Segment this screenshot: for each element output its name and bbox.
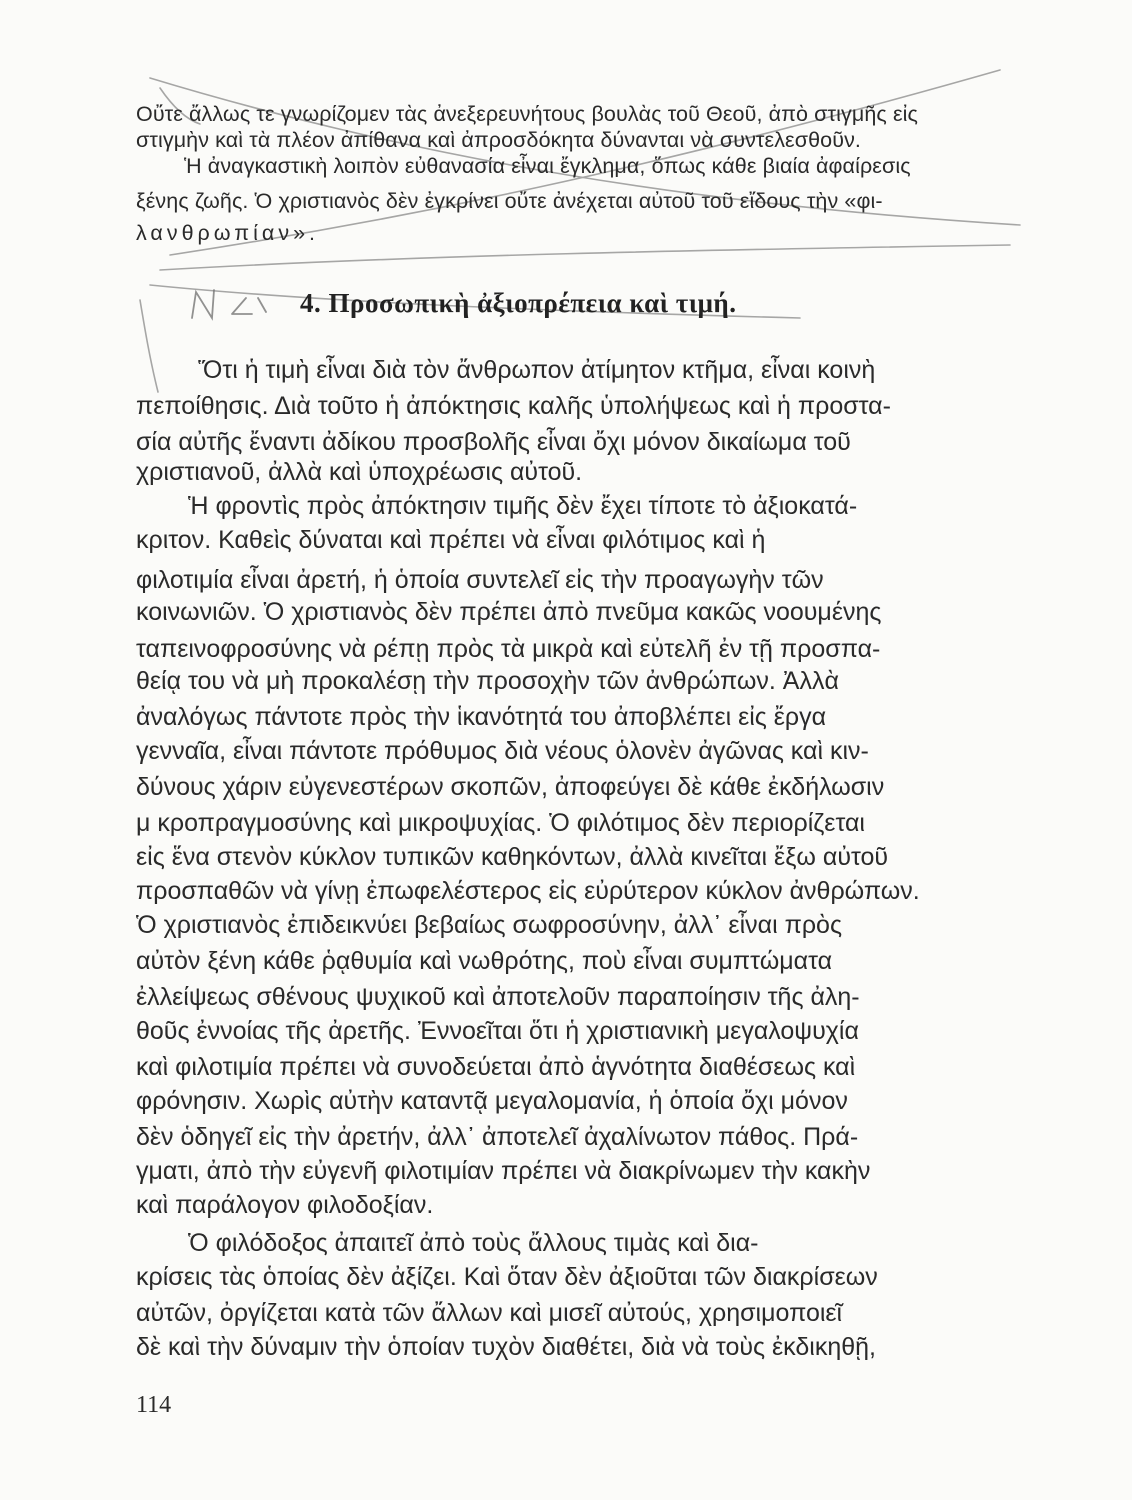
text-line: ξένης ζωῆς. Ὁ χριστιανὸς δὲν ἐγκρίνει οὔτε ἀνέχεται αὐτοῦ τοῦ εἴδους τὴν «φι- bbox=[136, 189, 883, 213]
text-line: ἀναλόγως πάντοτε πρὸς τὴν ἱκανότητά του ἀποβλέπει εἰς ἔργα bbox=[136, 703, 827, 731]
text-line: φρόνησιν. Χωρὶς αὐτὴν καταντᾷ μεγαλομανία, ἡ ὁποία ὄχι μόνον bbox=[136, 1087, 848, 1115]
text-line: πεποίθησις. Διὰ τοῦτο ἡ ἀπόκτησις καλῆς ὑπολήψεως καὶ ἡ προστα- bbox=[136, 392, 891, 420]
text-line: αὐτὸν ξένη κάθε ῥᾳθυμία καὶ νωθρότης, ποὺ εἶναι συμπτώματα bbox=[136, 947, 833, 975]
text-line: κρίσεις τὰς ὁποίας δὲν ἀξίζει. Καὶ ὅταν δὲν ἀξιοῦται τῶν διακρίσεων bbox=[136, 1263, 878, 1291]
section-heading: 4. Προσωπικὴ ἀξιοπρέπεια καὶ τιμή. bbox=[300, 288, 737, 318]
text-line: μ κροπραγμοσύνης καὶ μικροψυχίας. Ὁ φιλότιμος δὲν περιορίζεται bbox=[136, 809, 865, 837]
text-line: σία αὐτῆς ἔναντι ἀδίκου προσβολῆς εἶναι ὄχι μόνον δικαίωμα τοῦ bbox=[136, 428, 851, 456]
text-line: δύνους χάριν εὐγενεστέρων σκοπῶν, ἀποφεύγει δὲ κάθε ἐκδήλωσιν bbox=[136, 773, 885, 801]
text-line: προσπαθῶν νὰ γίνῃ ἐπωφελέστερος εἰς εὐρύτερον κύκλον ἀνθρώπων. bbox=[136, 877, 920, 905]
text-line: κριτον. Καθεὶς δύναται καὶ πρέπει νὰ εἶναι φιλότιμος καὶ ἡ bbox=[136, 526, 766, 554]
text-line: γενναῖα, εἶναι πάντοτε πρόθυμος διὰ νέους ὁλονὲν ἀγῶνας καὶ κιν- bbox=[136, 737, 869, 765]
text-line: ταπεινοφροσύνης νὰ ρέπῃ πρὸς τὰ μικρὰ καὶ εὐτελῆ ἐν τῇ προσπα- bbox=[136, 635, 881, 663]
text-line: χριστιανοῦ, ἀλλὰ καὶ ὑποχρέωσις αὐτοῦ. bbox=[136, 458, 583, 486]
text-line: Ὁ φιλόδοξος ἀπαιτεῖ ἀπὸ τοὺς ἄλλους τιμὰς καὶ δια- bbox=[188, 1229, 759, 1257]
text-line: λανθρωπίαν». bbox=[136, 221, 319, 245]
text-line: κοινωνιῶν. Ὁ χριστιανὸς δὲν πρέπει ἀπὸ πνεῦμα κακῶς νοουμένης bbox=[136, 598, 882, 626]
text-line: δὲ καὶ τὴν δύναμιν τὴν ὁποίαν τυχὸν διαθέτει, διὰ νὰ τοὺς ἐκδικηθῇ, bbox=[136, 1333, 876, 1361]
text-line: δὲν ὁδηγεῖ εἰς τὴν ἀρετήν, ἀλλ᾽ ἀποτελεῖ ἀχαλίνωτον πάθος. Πρά- bbox=[136, 1123, 859, 1151]
text-line: φιλοτιμία εἶναι ἀρετή, ἡ ὁποία συντελεῖ εἰς τὴν προαγωγὴν τῶν bbox=[136, 566, 824, 594]
text-line: Ὁ χριστιανὸς ἐπιδεικνύει βεβαίως σωφροσύνην, ἀλλ᾽ εἶναι πρὸς bbox=[136, 911, 843, 939]
pencil-stroke-5 bbox=[140, 300, 158, 392]
text-line: θοῦς ἐννοίας τῆς ἀρετῆς. Ἐννοεῖται ὅτι ἡ χριστιανικὴ μεγαλοψυχία bbox=[136, 1017, 859, 1045]
handwritten-note bbox=[192, 290, 266, 318]
text-line: αὐτῶν, ὀργίζεται κατὰ τῶν ἄλλων καὶ μισεῖ αὐτούς, χρησιμοποιεῖ bbox=[136, 1299, 843, 1327]
text-line: εἰς ἕνα στενὸν κύκλον τυπικῶν καθηκόντων, ἀλλὰ κινεῖται ἔξω αὐτοῦ bbox=[136, 843, 889, 871]
text-line: στιγμὴν καὶ τὰ πλέον ἀπίθανα καὶ ἀπροσδόκητα δύνανται νὰ συντελεσθοῦν. bbox=[136, 128, 861, 152]
text-line: ἐλλείψεως σθένους ψυχικοῦ καὶ ἀποτελοῦν παραποίησιν τῆς ἀλη- bbox=[136, 983, 860, 1011]
text-line: καὶ φιλοτιμία πρέπει νὰ συνοδεύεται ἀπὸ ἁγνότητα διαθέσεως καὶ bbox=[136, 1053, 856, 1081]
text-line: Οὔτε ἄλλως τε γνωρίζομεν τὰς ἀνεξερευνήτους βουλὰς τοῦ Θεοῦ, ἀπὸ στιγμῆς εἰς bbox=[136, 102, 918, 126]
text-line: καὶ παράλογον φιλοδοξίαν. bbox=[136, 1191, 434, 1219]
text-line: Ὅτι ἡ τιμὴ εἶναι διὰ τὸν ἄνθρωπον ἀτίμητον κτῆμα, εἶναι κοινὴ bbox=[198, 356, 876, 384]
text-line: Ἡ φροντὶς πρὸς ἀπόκτησιν τιμῆς δὲν ἔχει τίποτε τὸ ἀξιοκατά- bbox=[188, 492, 858, 520]
text-line: γματι, ἀπὸ τὴν εὐγενῆ φιλοτιμίαν πρέπει νὰ διακρίνωμεν τὴν κακὴν bbox=[136, 1157, 871, 1185]
page-number: 114 bbox=[136, 1392, 172, 1418]
pencil-stroke-3 bbox=[160, 245, 1010, 270]
text-line: θείᾳ του νὰ μὴ προκαλέσῃ τὴν προσοχὴν τῶν ἀνθρώπων. Ἀλλὰ bbox=[136, 667, 839, 695]
text-line: Ἡ ἀναγκαστικὴ λοιπὸν εὐθανασία εἶναι ἔγκλημα, ὅπως κάθε βιαία ἀφαίρεσις bbox=[184, 154, 911, 178]
